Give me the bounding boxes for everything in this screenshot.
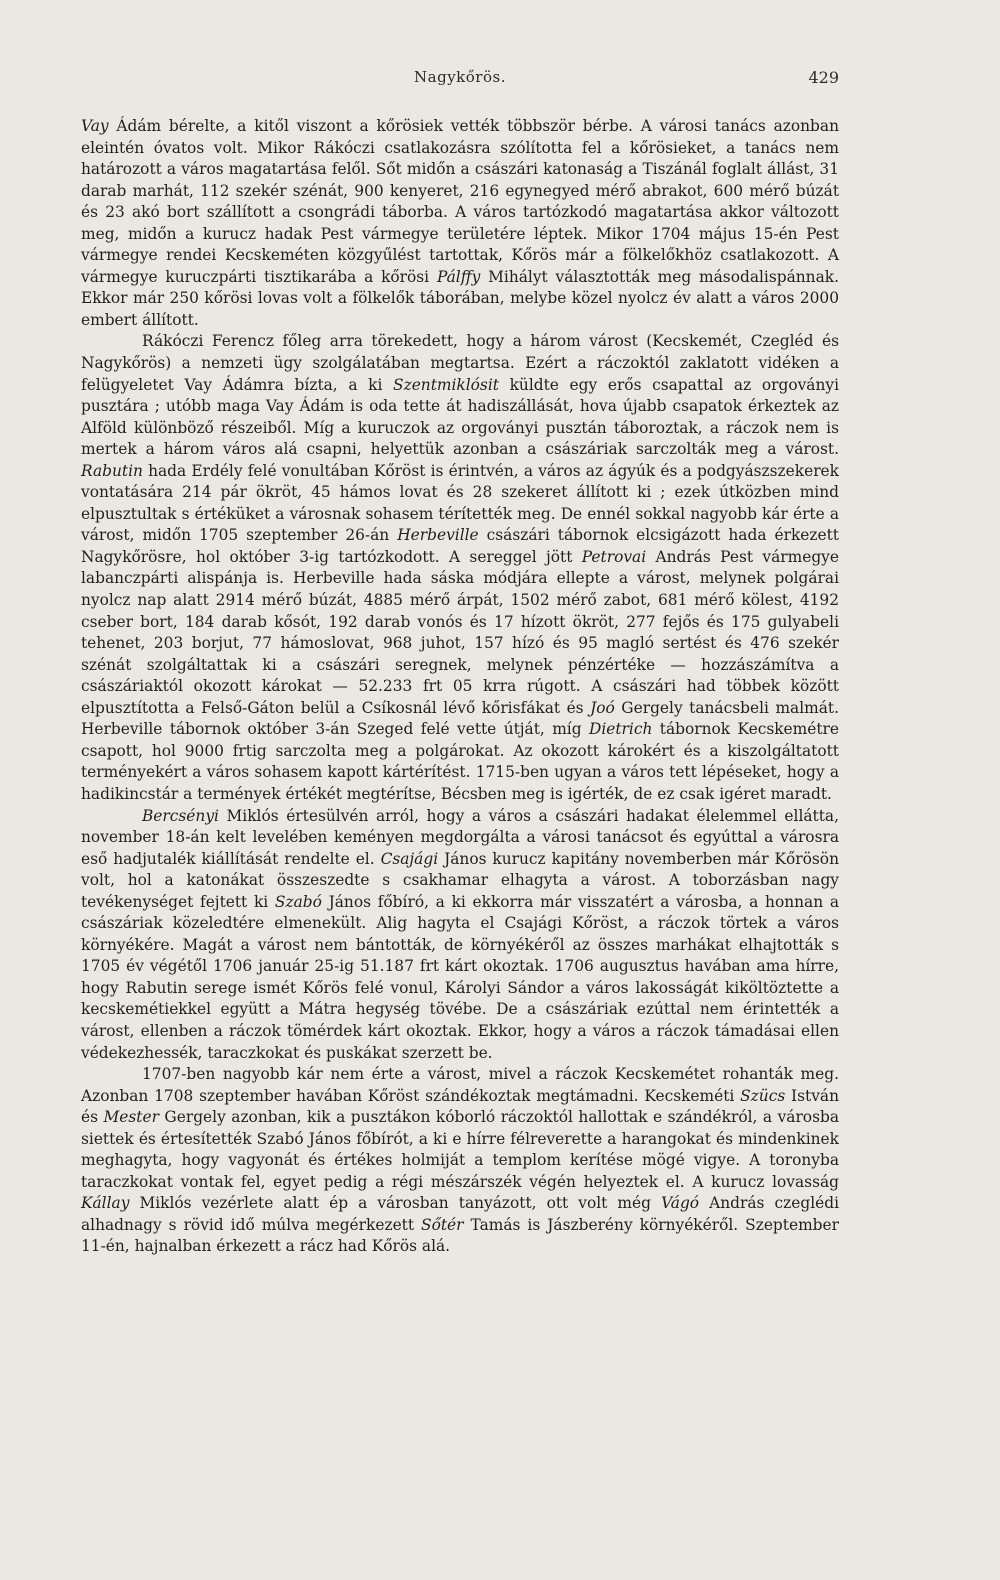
italic-name: Csajági (380, 849, 439, 868)
italic-name: Kállay (81, 1194, 130, 1213)
italic-name: Vay (81, 117, 109, 135)
italic-name: Vágó (661, 1194, 700, 1213)
text-run: János kurucz kapitány novemberben már Kőrösön volt, hol a katonákat összeszedte s csakhamar elhagyta a várost. A toborzásban nagy tevékenységet fejtett ki (81, 849, 839, 911)
italic-name: Dietrich (588, 720, 653, 739)
italic-name: Petrovai (581, 547, 647, 566)
italic-name: Szabó (274, 892, 322, 911)
text-run: Miklós értesülvén arról, hogy a város a császári hadakat élelemmel ellátta, november 18-án kelt levelében keményen megdorgálta a városi tanácsot és egyúttal a városra eső hadjutalék kiállítását rendelte el. (81, 806, 839, 868)
italic-name: Rabutin (81, 461, 143, 480)
text-run: Mihályt választották meg másodalispánnak. Ekkor már 250 kőrösi lovas volt a fölkelők táborában, melybe közel nyolcz év alatt a város 2000 embert állított. (81, 267, 839, 329)
text-run: Gergely azonban, kik a pusztákon kóborló ráczoktól hallottak e szándékról, a városba siettek és értesítették Szabó János főbírót, a ki e hírre félreverette a harangokat és mindenkinek meghagyta, hogy vagyonát és értékes holmiját a templom kerítése mögé vigye. A toronyba taraczkokat vontak fel, egyet pedig a régi mészárszék végén helyeztek el. A kurucz lovasság (81, 1108, 839, 1191)
text-run: küldte egy erős csapattal az orgoványi pusztára ; utóbb maga Vay Ádám is oda tette át hadiszállását, hova újabb csapatok érkeztek az Alföld különböző részeiből. Míg a kuruczok az orgoványi pusztán táboroztak, a ráczok nem is mertek a három város alá csapni, helyettük azonban a császáriak sarczolták meg a várost. (81, 375, 839, 459)
paragraph-3 (81, 806, 839, 1065)
paragraph-1 (81, 116, 839, 331)
running-head (81, 68, 839, 92)
italic-name: Bercsényi (142, 806, 219, 825)
page-number: 429 (808, 68, 839, 87)
text-run: András czeglédi alhadnagy s rövid idő múlva megérkezett (81, 1194, 839, 1234)
text-run: András Pest vármegye labanczpárti alispánja is. Herbeville hada sáska módjára ellepte a várost, melynek polgárai nyolcz nap alatt 2914 mérő búzát, 4885 mérő árpát, 1502 mérő zabot, 681 mérő kölest, 4192 cseber bort, 184 darab kősót, 192 darab vonós és 17 hízott ökröt, 277 fejős és 175 gulyabeli tehenet, 203 borjut, 77 hámoslovat, 968 juhot, 157 hízó és 95 magló sertést és 476 szekér szénát szolgáltattak ki a császári seregnek, melynek pénzértéke — hozzászámítva a császáriaktól okozott károkat — 52.233 frt 05 krra rúgott. A császári had többek között elpusztította a Felső-Gáton belül a Csíkosnál lévő kőrisfákat és (81, 547, 839, 717)
text-run: István és (81, 1086, 839, 1127)
italic-name: Szücs (740, 1086, 786, 1105)
text-run: János főbíró, a ki ekkorra már visszatért a városba, a honnan a császáriak közeledtére elmenekült. Alig hagyta el Csajági Kőröst, a ráczok törtek a város környékére. Magát a várost nem bántották, de környékéről az összes marhákat elhajtották s 1705 év végétől 1706 január 25-ig 51.187 frt kárt okoztak. 1706 augusztus havában ama hírre, hogy Rabutin serege ismét Kőrös felé vonul, Károlyi Sándor a város lakosságát kiköltöztette a kecskemétiekkel együtt a Mátra hegység tövébe. De a császáriak ezúttal nem érintették a várost, ellenben a ráczok tömérdek kárt okoztak. Ekkor, hogy a város a ráczok támadásai ellen védekezhessék, taraczkokat és puskákat szerzett be. (81, 892, 840, 1062)
text-run: Rákóczi Ferencz főleg arra törekedett, hogy a három várost (Kecskemét, Czegléd és Nagykőrös) a nemzeti ügy szolgálatában megtartsa. Ezért a ráczoktól zaklatott vidéken a felügyeletet Vay Ádámra bízta, a ki (81, 332, 839, 394)
italic-name: Joó (590, 698, 615, 717)
text-run: tábornok Kecskemétre csapott, hol 9000 frtig sarczolta meg a polgárokat. Az okozott károkért és a kiszolgáltatott terményekért a város sohasem kapott kártérítést. 1715-ben ugyan a város tett lépéseket, hogy a hadikincstár a termények értékét megtérítse, Bécsben meg is igérték, de ez csak igéret maradt. (81, 720, 839, 803)
text-run: Gergely tanácsbeli malmát. Herbeville tábornok október 3-án Szeged felé vette útját, míg (81, 698, 839, 739)
italic-name: Szentmiklósit (393, 375, 499, 394)
body-text (81, 116, 839, 1258)
text-run: hada Erdély felé vonultában Kőröst is érintvén, a város az ágyúk és a podgyászszekerek vontatására 214 pár ökröt, 45 hámos lovat és 28 szekeret állított ki ; ezek útközben mind elpusztultak s értéküket a városnak sohasem térítették meg. De ennél sokkal nagyobb kár érte a várost, midőn 1705 szeptember 26-án (81, 461, 839, 545)
italic-name: Sőtér (421, 1215, 464, 1234)
running-title: Nagykőrös. (414, 68, 506, 86)
text-run: 1707-ben nagyobb kár nem érte a várost, mivel a ráczok Kecskemétet rohanták meg. Azonban 1708 szeptember havában Kőröst szándékoztak megtámadni. Kecskeméti (81, 1065, 839, 1105)
italic-name: Mester (103, 1108, 159, 1127)
text-run: Tamás is Jászberény környékéről. Szeptember 11-én, hajnalban érkezett a rácz had Kőrös alá. (81, 1215, 839, 1256)
text-run: császári tábornok elcsigázott hada érkezett Nagykőrösre, hol október 3-ig tartózkodott. A sereggel jött (81, 526, 839, 566)
paragraph-4 (81, 1064, 839, 1258)
italic-name: Herbeville (397, 526, 479, 545)
italic-name: Pálffy (436, 267, 481, 286)
text-run: Miklós vezérlete alatt ép a városban tanyázott, ott volt még (129, 1194, 662, 1213)
text-run: Ádám bérelte, a kitől viszont a kőrösiek vették többször bérbe. A városi tanács azonban eleintén óvatos volt. Mikor Rákóczi csatlakozásra szólította fel a kőrösieket, a tanács nem határozott a város magatartása felől. Sőt midőn a császári katonaság a Tiszánál foglalt állást, 31 darab marhát, 112 szekér szénát, 900 kenyeret, 216 egynegyed mérő abrakot, 600 mérő búzát és 23 akó bort szállított a csongrádi táborba. A város tartózkodó magatartása akkor változott meg, midőn a kurucz hadak Pest vármegye területére léptek. Mikor 1704 május 15-én Pest vármegye rendei Kecskeméten közgyűlést tartottak, Kőrös már a fölkelőkhöz csatlakozott. A vármegye kuruczpárti tisztikarába a kőrösi (81, 117, 839, 286)
paragraph-2 (81, 331, 839, 805)
